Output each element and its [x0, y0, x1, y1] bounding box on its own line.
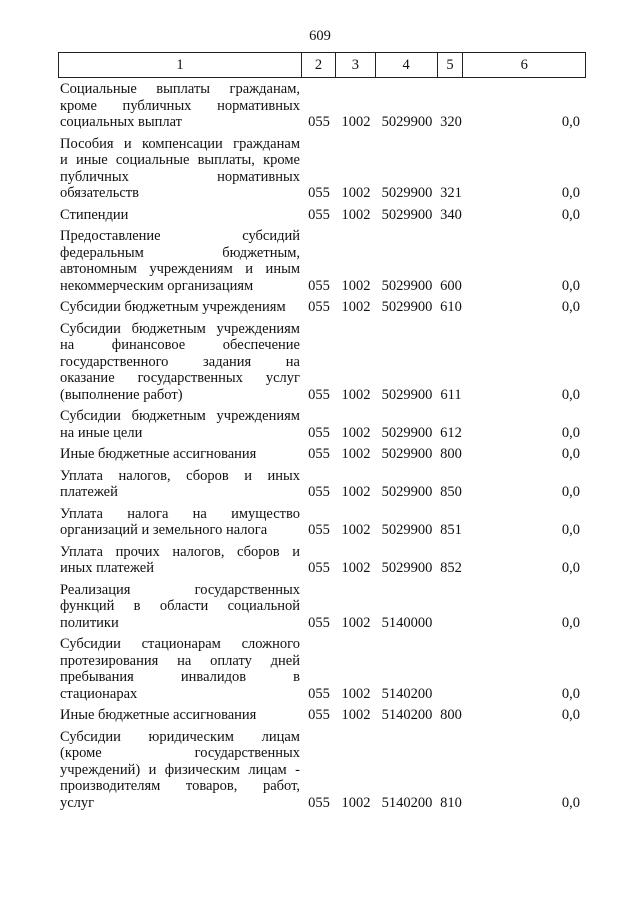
code-section: 1002 — [341, 277, 371, 294]
code-section: 1002 — [341, 685, 371, 702]
description-line: социальных выплат — [60, 114, 182, 130]
row-description — [58, 729, 302, 812]
header-col-2: 2 — [302, 53, 336, 77]
description-line: кроме публичных нормативных — [60, 97, 300, 114]
header-col-3: 3 — [336, 53, 376, 77]
code-section: 1002 — [341, 484, 371, 500]
code-type: 851 — [440, 522, 462, 538]
header-col-4: 4 — [376, 53, 438, 77]
description-line: Иные бюджетные ассигнования — [60, 446, 257, 462]
description-line: и иные социальные выплаты, кроме — [60, 152, 300, 168]
description-line: иных платежей — [60, 560, 154, 576]
description-line: на финансовое обеспечение — [60, 337, 300, 353]
amount: 0,0 — [561, 386, 580, 403]
code-type: 800 — [440, 446, 462, 462]
code-target: 5029900 — [381, 277, 433, 294]
table-row — [58, 446, 586, 463]
code-ved: 055 — [308, 299, 330, 315]
code-target: 5140200 — [381, 794, 433, 811]
amount: 0,0 — [561, 206, 580, 223]
table-row — [58, 544, 586, 577]
description-line: функций в области социальной — [60, 598, 300, 614]
code-target: 5029900 — [381, 560, 433, 576]
code-target: 5140000 — [381, 614, 433, 631]
code-type: 810 — [440, 794, 462, 811]
code-ved: 055 — [308, 206, 330, 223]
header-col-1: 1 — [59, 53, 302, 77]
code-target: 5029900 — [381, 185, 433, 201]
description-line: платежей — [60, 484, 118, 500]
table-row — [58, 228, 586, 294]
table-row — [58, 582, 586, 632]
code-target: 5029900 — [381, 522, 433, 538]
code-target: 5029900 — [381, 299, 433, 315]
description-line: Иные бюджетные ассигнования — [60, 707, 257, 723]
code-type: 600 — [440, 277, 462, 294]
code-section: 1002 — [341, 206, 371, 223]
amount: 0,0 — [561, 484, 580, 500]
row-description — [58, 707, 302, 724]
description-line: стационарах — [60, 685, 138, 702]
code-ved: 055 — [308, 114, 330, 130]
code-target: 5029900 — [381, 424, 433, 441]
code-section: 1002 — [341, 707, 371, 723]
code-type: 610 — [440, 299, 462, 315]
table-row — [58, 299, 586, 316]
row-description — [58, 582, 302, 632]
code-type: 850 — [440, 484, 462, 500]
row-description — [58, 299, 302, 316]
code-section: 1002 — [341, 614, 371, 631]
code-ved: 055 — [308, 185, 330, 201]
code-ved: 055 — [308, 386, 330, 403]
code-section: 1002 — [341, 424, 371, 441]
code-ved: 055 — [308, 685, 330, 702]
table-row — [58, 636, 586, 702]
row-description — [58, 468, 302, 501]
table-header — [58, 52, 586, 78]
description-line: Уплата налогов, сборов и иных — [60, 467, 300, 484]
amount: 0,0 — [561, 424, 580, 441]
description-line: федеральным бюджетным, — [60, 244, 300, 261]
amount: 0,0 — [561, 185, 580, 201]
row-description — [58, 81, 302, 131]
code-type: 852 — [440, 560, 462, 576]
description-line: на иные цели — [60, 424, 143, 441]
code-type: 611 — [440, 386, 462, 403]
description-line: Предоставление субсидий — [60, 228, 300, 244]
row-description — [58, 544, 302, 577]
table-row — [58, 707, 586, 724]
code-section: 1002 — [341, 446, 371, 462]
amount: 0,0 — [561, 299, 580, 315]
code-ved: 055 — [308, 794, 330, 811]
description-line: Стипендии — [60, 206, 129, 223]
code-ved: 055 — [308, 560, 330, 576]
code-target: 5029900 — [381, 206, 433, 223]
code-target: 5029900 — [381, 386, 433, 403]
description-line: публичных нормативных — [60, 168, 300, 185]
table-row — [58, 321, 586, 404]
table-row — [58, 506, 586, 539]
row-description — [58, 636, 302, 702]
description-line: Субсидии юридическим лицам — [60, 728, 300, 745]
code-section: 1002 — [341, 114, 371, 130]
description-line: некоммерческим организациям — [60, 277, 254, 294]
description-line: Социальные выплаты гражданам, — [60, 81, 300, 97]
description-line: автономным учреждениям и иным — [60, 261, 300, 277]
table-row — [58, 207, 586, 224]
row-description — [58, 228, 302, 294]
row-description — [58, 408, 302, 441]
code-ved: 055 — [308, 707, 330, 723]
header-col-5: 5 — [438, 53, 464, 77]
code-section: 1002 — [341, 794, 371, 811]
description-line: Субсидии стационарам сложного — [60, 636, 300, 652]
description-line: протезирования на оплату дней — [60, 652, 300, 669]
code-ved: 055 — [308, 484, 330, 500]
amount: 0,0 — [561, 114, 580, 130]
amount: 0,0 — [561, 794, 580, 811]
table-row — [58, 729, 586, 812]
code-type: 321 — [440, 185, 462, 201]
budget-table — [58, 52, 586, 816]
table-row — [58, 468, 586, 501]
description-line: Реализация государственных — [60, 581, 300, 598]
code-section: 1002 — [341, 185, 371, 201]
amount: 0,0 — [561, 560, 580, 576]
row-description — [58, 136, 302, 202]
code-ved: 055 — [308, 277, 330, 294]
description-line: Субсидии бюджетным учреждениям — [60, 408, 300, 424]
header-col-6: 6 — [520, 56, 528, 73]
code-target: 5029900 — [381, 114, 433, 130]
description-line: учреждений) и физическим лицам - — [60, 761, 300, 778]
code-target: 5029900 — [381, 484, 433, 500]
code-ved: 055 — [308, 522, 330, 538]
description-line: пребывания инвалидов в — [60, 669, 300, 685]
code-section: 1002 — [341, 560, 371, 576]
description-line: Субсидии бюджетным учреждениям — [60, 299, 286, 315]
code-ved: 055 — [308, 614, 330, 631]
description-line: организаций и земельного налога — [60, 522, 268, 538]
description-line: оказание государственных услуг — [60, 370, 300, 386]
amount: 0,0 — [561, 277, 580, 294]
code-target: 5140200 — [381, 685, 433, 702]
table-row — [58, 408, 586, 441]
description-line: производителям товаров, работ, — [60, 778, 300, 794]
table-body — [58, 81, 586, 811]
code-ved: 055 — [308, 446, 330, 462]
code-target: 5140200 — [381, 707, 433, 723]
code-target: 5029900 — [381, 446, 433, 462]
description-line: Уплата налога на имущество — [60, 505, 300, 522]
amount: 0,0 — [561, 522, 580, 538]
description-line: политики — [60, 614, 119, 631]
page-number: 609 — [309, 28, 331, 44]
amount: 0,0 — [561, 614, 580, 631]
code-section: 1002 — [341, 522, 371, 538]
amount: 0,0 — [561, 707, 580, 723]
code-section: 1002 — [341, 386, 371, 403]
description-line: Субсидии бюджетным учреждениям — [60, 320, 300, 337]
row-description — [58, 446, 302, 463]
description-line: государственного задания на — [60, 353, 300, 370]
description-line: Пособия и компенсации гражданам — [60, 135, 300, 152]
row-description — [58, 207, 302, 224]
table-row — [58, 136, 586, 202]
table-row — [58, 81, 586, 131]
code-section: 1002 — [341, 299, 371, 315]
description-line: (выполнение работ) — [60, 386, 183, 403]
amount: 0,0 — [561, 685, 580, 702]
code-type: 340 — [440, 206, 462, 223]
code-ved: 055 — [308, 424, 330, 441]
code-type: 612 — [440, 424, 462, 441]
row-description — [58, 321, 302, 404]
description-line: (кроме государственных — [60, 745, 300, 761]
description-line: услуг — [60, 794, 95, 811]
code-type: 800 — [440, 707, 462, 723]
description-line: обязательств — [60, 185, 139, 201]
code-type: 320 — [440, 114, 462, 130]
description-line: Уплата прочих налогов, сборов и — [60, 543, 300, 560]
amount: 0,0 — [561, 446, 580, 462]
row-description — [58, 506, 302, 539]
